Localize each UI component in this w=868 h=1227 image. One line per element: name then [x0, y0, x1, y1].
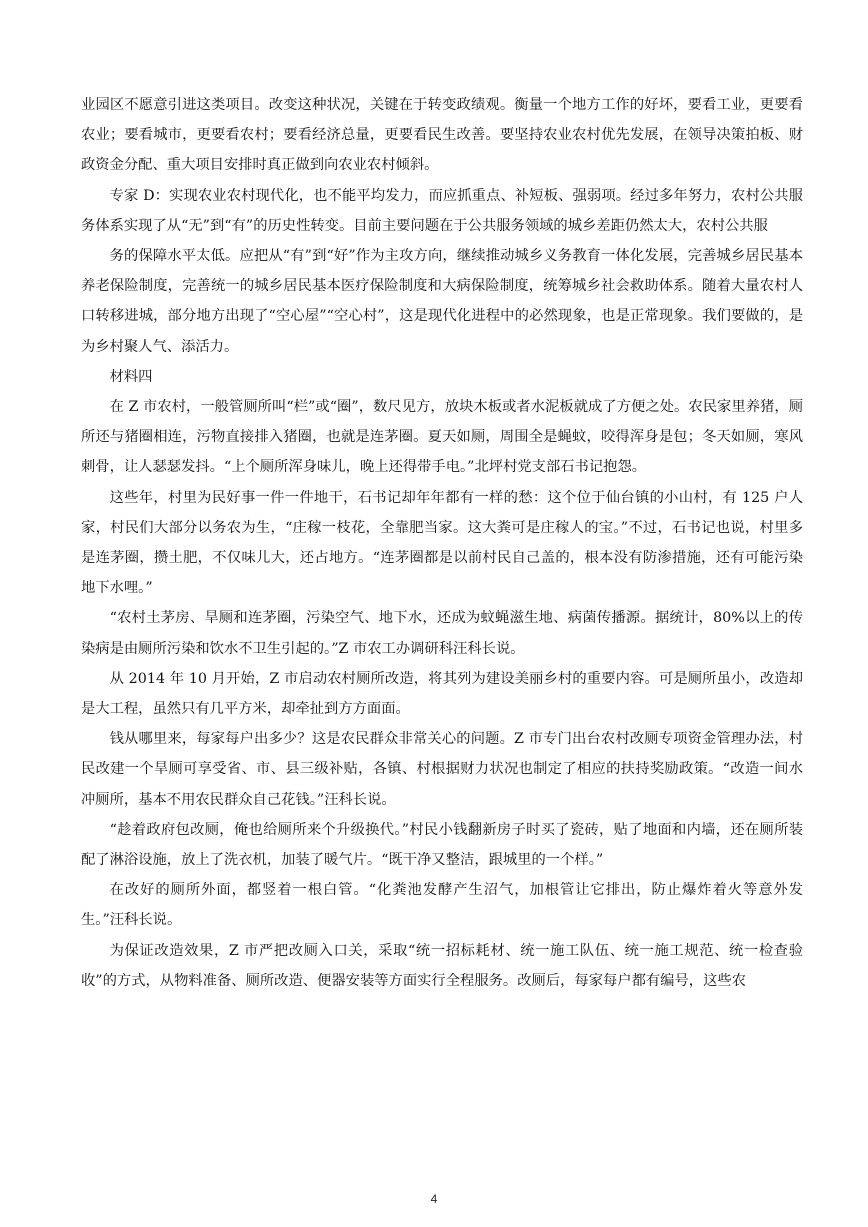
- section-heading-material-4: 材料四: [109, 368, 153, 385]
- document-body: [81, 90, 803, 996]
- paragraph-expert-d: 专家 D：实现农业农村现代化，也不能平均发力，而应抓重点、补短板、强弱项。经过多年努力，农村公共服务体系实现了从“无”到“有”的历史性转变。目前主要问题在于公共服务领域的城乡差距仍然太大，农村公共服: [81, 187, 803, 234]
- paragraph-9: 钱从哪里来，每家每户出多少？这是农民群众非常关心的问题。Z 市专门出台农村改厕专项资金管理办法，村民改建一个旱厕可享受省、市、县三级补贴，各镇、村根据财力状况也制定了相应的扶持奖励政策。“改造一间水冲厕所，基本不用农民群众自己花钱。”汪科长说。: [81, 731, 803, 808]
- paragraph-7: “农村土茅房、旱厕和连茅圈，污染空气、地下水，还成为蚊蝇滋生地、病菌传播源。据统计，80%以上的传染病是由厕所污染和饮水不卫生引起的。”Z 市农工办调研科汪科长说。: [81, 610, 803, 657]
- page-number: 4: [430, 1192, 438, 1206]
- paragraph-10: “趁着政府包改厕，俺也给厕所来个升级换代。”村民小钱翻新房子时买了瓷砖，贴了地面和内墙，还在厕所装配了淋浴设施，放上了洗衣机，加装了暖气片。“既干净又整洁，跟城里的一个样。”: [81, 821, 803, 869]
- paragraph-6: 这些年，村里为民好事一件一件地干，石书记却年年都有一样的愁：这个位于仙台镇的小山村，有 125 户人家，村民们大部分以务农为生，“庄稼一枝花，全靠肥当家。这大粪可是庄稼人的宝。”不过，石书记也说，村里多是连茅圈，攒土肥，不仅味儿大，还占地方。“连茅圈都是以前村民自己盖的，根本没有防渗措施，还有可能污染地下水哩。”: [81, 489, 803, 597]
- paragraph-12: 为保证改造效果，Z 市严把改厕入口关，采取“统一招标耗材、统一施工队伍、统一施工规范、统一检查验收”的方式，从物料准备、厕所改造、便器安装等方面实行全程服务。改厕后，每家每户都有编号，这些农: [81, 942, 803, 989]
- paragraph-1: 业园区不愿意引进这类项目。改变这种状况，关键在于转变政绩观。衡量一个地方工作的好坏，要看工业，更要看农业；要看城市，更要看农村；要看经济总量，更要看民生改善。要坚持农业农村优先发展，在领导决策拍板、财政资金分配、重大项目安排时真正做到向农业农村倾斜。: [81, 97, 803, 174]
- paragraph-8: 从 2014 年 10 月开始，Z 市启动农村厕所改造，将其列为建设美丽乡村的重要内容。可是厕所虽小，改造却是大工程，虽然只有几平方米，却牵扯到方方面面。: [81, 670, 803, 718]
- paragraph-5: 在 Z 市农村，一般管厕所叫“栏”或“圈”，数尺见方，放块木板或者水泥板就成了方便之处。农民家里养猪，厕所还与猪圈相连，污物直接排入猪圈，也就是连茅圈。夏天如厕，周围全是蝇蚊，咬得浑身是包；冬天如厕，寒风刺骨，让人瑟瑟发抖。“上个厕所浑身味儿，晚上还得带手电。”北坪村党支部石书记抱怨。: [81, 399, 803, 476]
- paragraph-11: 在改好的厕所外面，都竖着一根白管。“化粪池发酵产生沼气，加根管让它排出，防止爆炸着火等意外发生。”汪科长说。: [81, 882, 803, 929]
- paragraph-3: 务的保障水平太低。应把从“有”到“好”作为主攻方向，继续推动城乡义务教育一体化发展，完善城乡居民基本养老保险制度，完善统一的城乡居民基本医疗保险制度和大病保险制度，统筹城乡社会救助体系。随着大量农村人口转移进城，部分地方出现了“空心屋”“空心村”，这是现代化进程中的必然现象，也是正常现象。我们要做的，是为乡村聚人气、添活力。: [81, 248, 803, 355]
